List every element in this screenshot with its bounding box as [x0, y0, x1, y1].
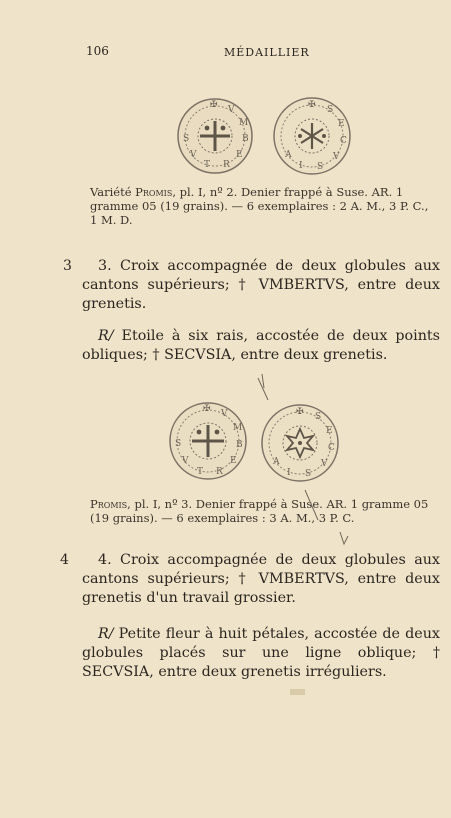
svg-text:I: I	[287, 468, 291, 478]
svg-text:B: B	[236, 440, 243, 450]
entry-4-reverse-text: Petite fleur à huit pétales, accostée de deux globules placés sur une ligne oblique; † SECVSIA, entre deux grenetis irréguliers.	[82, 626, 440, 680]
svg-text:✠: ✠	[210, 100, 218, 110]
svg-text:E: E	[326, 426, 333, 436]
svg-text:S: S	[305, 469, 312, 479]
svg-text:V: V	[321, 459, 328, 469]
svg-text:✠: ✠	[308, 100, 316, 110]
svg-text:S: S	[315, 412, 322, 422]
svg-text:S: S	[327, 105, 334, 115]
svg-text:E: E	[236, 150, 243, 160]
caption-author: Promis	[135, 185, 173, 199]
caption-prefix: Variété	[90, 185, 136, 199]
svg-text:✠: ✠	[203, 404, 211, 414]
page-number: 106	[86, 44, 109, 58]
svg-text:S: S	[175, 439, 182, 449]
svg-text:✠: ✠	[296, 407, 304, 417]
entry-3-obverse-text: 3. Croix accompagnée de deux globules aux cantons supérieurs; † VMBERTVS, entre deux grenetis.	[82, 258, 440, 312]
caption-text: , pl. I, nº 2. Denier frappé à Suse. AR. 1 gramme 05 (19 grains). — 6 exemplaires : 2 A. M., 3 P. C., 1 M. D.	[90, 185, 429, 227]
reverse-mark: R/	[98, 626, 114, 642]
svg-text:V: V	[221, 409, 228, 419]
svg-text:I: I	[299, 161, 303, 171]
margin-number-3: 3	[63, 258, 72, 274]
svg-text:R: R	[216, 467, 223, 477]
svg-text:V: V	[190, 150, 197, 160]
svg-text:B: B	[242, 134, 249, 144]
svg-text:R: R	[223, 160, 230, 170]
svg-text:E: E	[230, 456, 237, 466]
svg-text:T: T	[197, 467, 204, 477]
svg-text:V: V	[182, 456, 189, 466]
svg-text:V: V	[228, 105, 235, 115]
margin-number-4: 4	[60, 552, 69, 568]
svg-text:M: M	[239, 118, 249, 128]
svg-text:C: C	[328, 443, 335, 453]
reverse-mark: R/	[98, 328, 114, 344]
svg-text:A: A	[285, 150, 292, 160]
caption-author: Promis	[90, 497, 128, 511]
entry-3-reverse-text: Etoile à six rais, accostée de deux points obliques; † SECVSIA, entre deux grenetis.	[82, 328, 440, 363]
caption-text: , pl. I, nº 3. Denier frappé à Suse. AR. 1 gramme 05 (19 grains). — 6 exemplaires : 3 A. M., 3 P. C.	[90, 497, 429, 525]
svg-text:A: A	[273, 457, 280, 467]
svg-text:C: C	[340, 136, 347, 146]
svg-text:S: S	[317, 162, 324, 172]
svg-text:M: M	[233, 423, 243, 433]
svg-text:T: T	[204, 160, 211, 170]
entry-4-obverse-text: 4. Croix accompagnée de deux globules aux cantons supérieurs; † VMBERTVS, entre deux grenetis d'un travail grossier.	[82, 552, 440, 606]
running-title: MÉDAILLIER	[224, 46, 310, 59]
svg-text:E: E	[338, 119, 345, 129]
svg-text:S: S	[183, 134, 190, 144]
svg-text:V: V	[333, 152, 340, 162]
